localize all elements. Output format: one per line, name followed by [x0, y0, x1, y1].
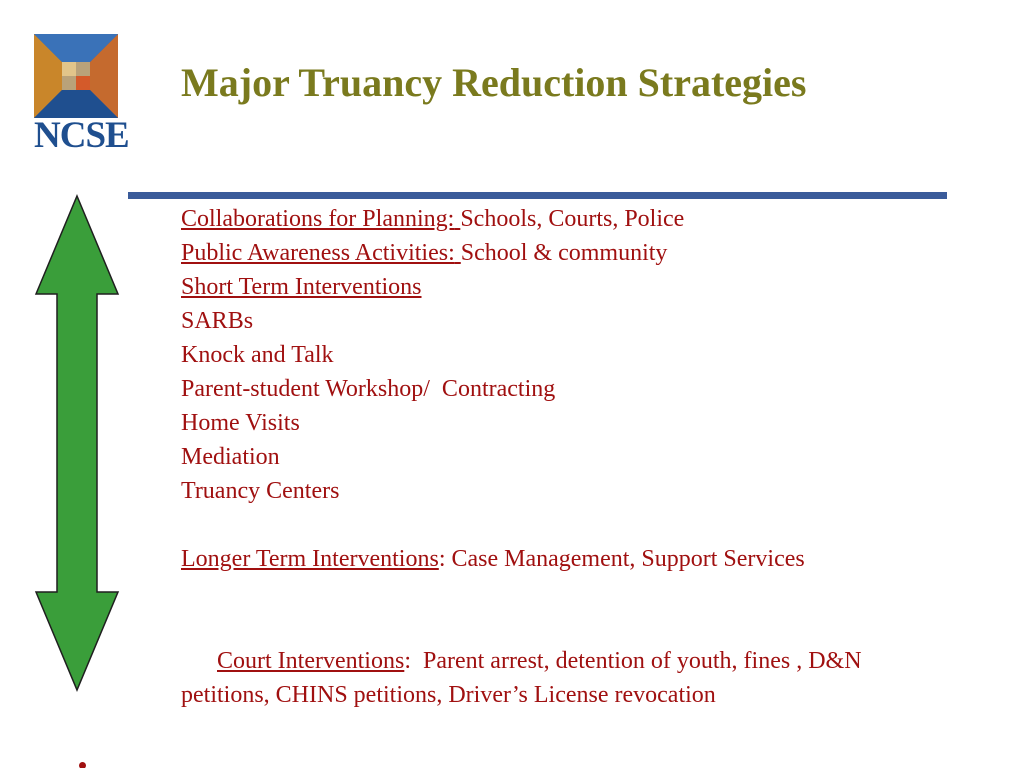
collaborations-detail: Schools, Courts, Police [460, 206, 685, 232]
list-item: Mediation [181, 444, 280, 470]
public-awareness-detail: School & community [460, 240, 668, 266]
list-item: Truancy Centers [181, 478, 340, 504]
ncse-logo-icon [34, 34, 118, 118]
page-title: Major Truancy Reduction Strategies [181, 60, 807, 105]
public-awareness-label: Public Awareness Activities: [181, 240, 455, 266]
list-item: Knock and Talk [181, 342, 334, 368]
title-divider [128, 192, 947, 199]
strategies-list [181, 202, 941, 746]
court-paragraph [181, 610, 901, 746]
longer-term-label: Longer Term Interventions [181, 546, 439, 572]
bullet-dot [79, 762, 86, 768]
public-awareness-line [181, 236, 941, 270]
collaborations-line [181, 202, 941, 236]
short-term-heading: Short Term Interventions [181, 274, 422, 300]
double-headed-vertical-arrow-icon [32, 192, 122, 694]
logo-text: NCSE [34, 115, 129, 156]
longer-term-detail: : Case Management, Support Services [438, 546, 805, 572]
list-item: Parent-student Workshop/ Contracting [181, 376, 556, 402]
ncse-logo [34, 34, 129, 156]
list-item: Home Visits [181, 410, 300, 436]
longer-term-paragraph [181, 542, 831, 576]
court-detail: : Parent arrest, detention of youth, fines , D&N petitions, CHINS petitions, Driver’s License revocation [181, 648, 868, 708]
collaborations-label: Collaborations for Planning: [181, 206, 455, 232]
court-label: Court Interventions [217, 648, 405, 674]
list-item: SARBs [181, 308, 254, 334]
